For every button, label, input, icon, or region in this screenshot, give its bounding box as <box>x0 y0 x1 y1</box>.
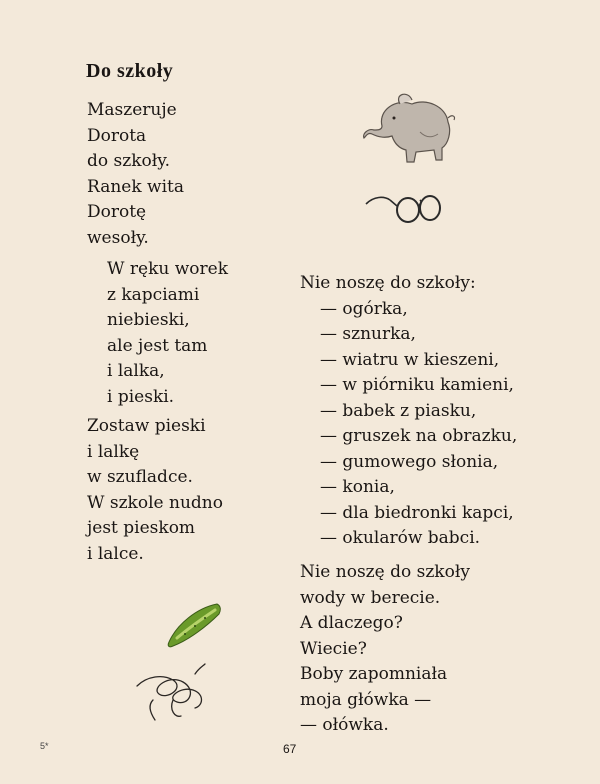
poem-line: Dorota <box>87 125 147 146</box>
poem-list-item: — gumowego słonia, <box>320 451 499 472</box>
poem-list-item: — gruszek na obrazku, <box>320 426 518 446</box>
poem-list-item: — ogórka, <box>320 298 408 319</box>
poem-line: i lalkę <box>87 441 140 462</box>
left-stanza-1 <box>87 98 184 251</box>
poem-title: Do szkoły <box>86 60 174 82</box>
poem-line: Nie noszę do szkoły <box>300 562 470 582</box>
poem-list-item: — babek z piasku, <box>320 400 477 421</box>
poem-line: Ranek wita <box>87 176 184 197</box>
elephant-icon <box>360 92 460 166</box>
poem-line: wesoły. <box>87 227 149 248</box>
poem-line: Maszeruje <box>87 100 177 120</box>
poem-line: do szkoły. <box>87 151 170 171</box>
poem-line: i pieski. <box>107 386 175 407</box>
poem-line: i lalce. <box>87 543 144 564</box>
poem-line: Wiecie? <box>300 638 367 659</box>
poem-line: A dlaczego? <box>300 613 403 633</box>
cucumber-icon <box>163 600 227 650</box>
poem-list-item: — w piórniku kamieni, <box>320 375 514 395</box>
string-scribble-icon <box>133 660 215 724</box>
left-stanza-2 <box>107 257 228 410</box>
poem-line: Nie noszę do szkoły: <box>300 273 476 293</box>
glasses-icon <box>364 188 444 228</box>
poem-line: Dorotę <box>87 202 147 222</box>
poem-list-item: — sznurka, <box>320 324 416 344</box>
poem-list-item: — konia, <box>320 477 395 497</box>
poem-list-item: — okularów babci. <box>320 528 481 548</box>
poem-list-item: — wiatru w kieszeni, <box>320 349 500 370</box>
left-stanza-3 <box>87 414 223 567</box>
poem-line: — ołówka. <box>300 715 389 735</box>
right-stanza-2 <box>300 560 470 739</box>
poem-line: moja główka — <box>300 689 432 710</box>
page-number: 67 <box>283 742 297 756</box>
corner-mark: 5* <box>40 741 49 751</box>
right-stanza-1 <box>300 271 517 552</box>
poem-line: i lalka, <box>107 361 165 381</box>
poem-line: niebieski, <box>107 310 190 330</box>
poem-list-item: — dla biedronki kapci, <box>320 502 514 523</box>
poem-line: wody w berecie. <box>300 587 441 608</box>
poem-line: Zostaw pieski <box>87 416 206 436</box>
poem-line: jest pieskom <box>87 518 196 538</box>
poem-line: ale jest tam <box>107 335 208 356</box>
poem-line: w szufladce. <box>87 467 193 487</box>
poem-line: z kapciami <box>107 284 200 305</box>
poem-line: W szkole nudno <box>87 492 223 513</box>
poem-line: Boby zapomniała <box>300 664 448 684</box>
poem-line: W ręku worek <box>107 259 228 279</box>
